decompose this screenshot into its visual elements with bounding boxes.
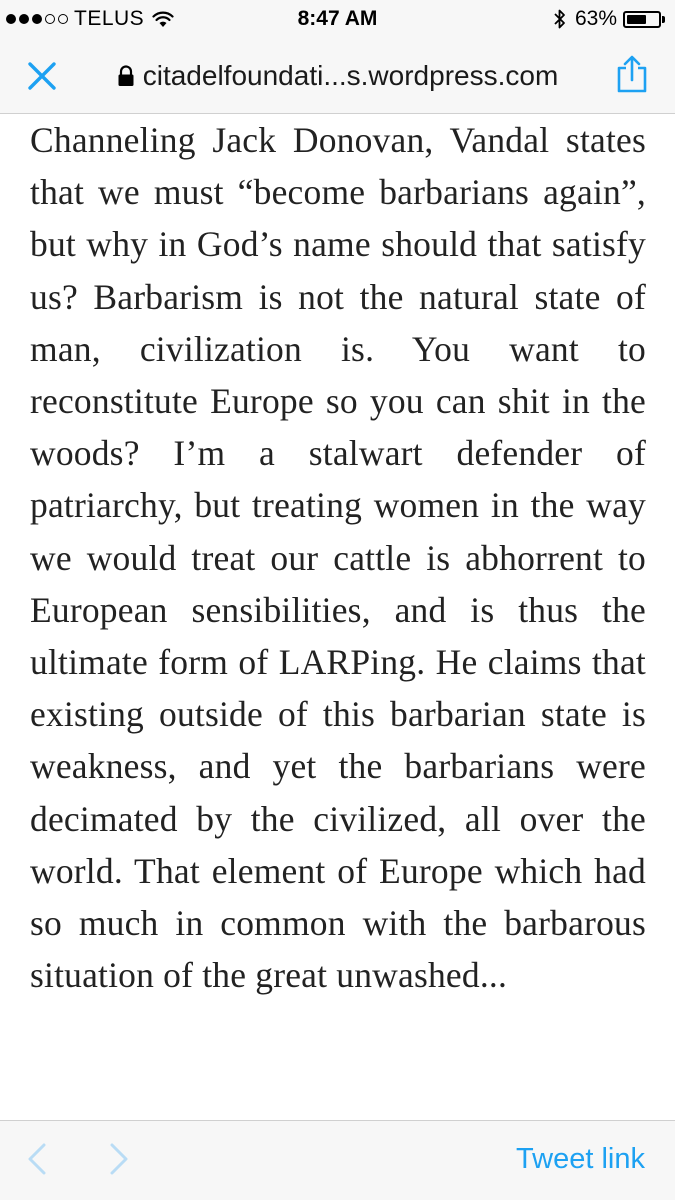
chevron-right-icon[interactable]: [104, 1141, 132, 1177]
carrier-name: TELUS: [74, 7, 145, 30]
article-content: [30, 114, 646, 1120]
status-time: 8:47 AM: [297, 7, 378, 30]
close-icon[interactable]: [26, 60, 58, 92]
browser-toolbar: [0, 1120, 675, 1200]
share-icon[interactable]: [615, 54, 649, 94]
battery-level: [627, 15, 646, 24]
article-paragraph: Channeling Jack Donovan, Vandal states that we must “become barbarians again”, but why in God’s name should that satisfy us? Barbarism is not the natural state of man, civilization is. You want to reconstitute Europe so you can shit in the woods? I’m a stalwart defender of patriarchy, but treating women in the way we would treat our cattle is abhorrent to European sensibilities, and is thus the ultimate form of LARPing. He claims that existing outside of this barbarian state is weakness, and yet the barbarians were decimated by the civilized, all over the world. That element of Europe which had so much in common with the barbarous situation of the great unwashed...: [30, 120, 646, 996]
bluetooth-icon: [553, 8, 567, 30]
status-bar: [0, 0, 675, 38]
battery-nub: [662, 16, 665, 23]
browser-nav-bar: [0, 38, 675, 114]
url-text: citadelfoundati...s.wordpress.com: [142, 60, 559, 91]
battery-percent: 63%: [574, 7, 617, 30]
status-right: [553, 7, 665, 31]
tweet-link-button[interactable]: Tweet link: [516, 1143, 645, 1175]
battery-icon: [623, 11, 661, 28]
chevron-left-icon[interactable]: [24, 1141, 52, 1177]
lock-icon: [117, 65, 135, 87]
url-bar[interactable]: [80, 56, 595, 96]
